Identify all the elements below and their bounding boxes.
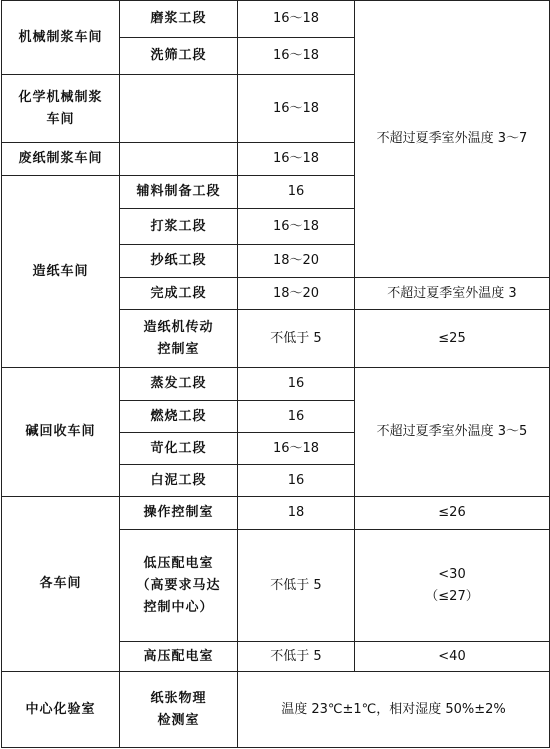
workshop-cell: 中心化验室 bbox=[2, 672, 120, 748]
section-cell: 低压配电室 （高要求马达 控制中心） bbox=[120, 530, 238, 642]
temperature-cell: 16 bbox=[238, 401, 355, 433]
section-cell: 抄纸工段 bbox=[120, 245, 238, 278]
section-cell: 操作控制室 bbox=[120, 497, 238, 530]
temperature-cell: 16～18 bbox=[238, 143, 355, 176]
merged-condition-cell: 温度 23℃±1℃，相对湿度 50%±2% bbox=[238, 672, 550, 748]
table-row bbox=[2, 1, 550, 38]
section-cell: 打浆工段 bbox=[120, 209, 238, 245]
section-cell: 白泥工段 bbox=[120, 465, 238, 497]
temperature-cell: 不低于 5 bbox=[238, 530, 355, 642]
temperature-cell: 16 bbox=[238, 368, 355, 401]
temperature-cell: 不低于 5 bbox=[238, 310, 355, 368]
limit-cell: 不超过夏季室外温度 3 bbox=[355, 278, 550, 310]
temperature-cell: 18～20 bbox=[238, 278, 355, 310]
temperature-cell: 16～18 bbox=[238, 1, 355, 38]
limit-cell: <40 bbox=[355, 642, 550, 672]
temperature-cell: 16～18 bbox=[238, 433, 355, 465]
limit-cell: 不超过夏季室外温度 3～7 bbox=[355, 1, 550, 278]
temperature-cell: 16 bbox=[238, 176, 355, 209]
section-cell: 蒸发工段 bbox=[120, 368, 238, 401]
temperature-cell: 不低于 5 bbox=[238, 642, 355, 672]
section-cell: 完成工段 bbox=[120, 278, 238, 310]
temperature-cell: 16 bbox=[238, 465, 355, 497]
temperature-cell: 16～18 bbox=[238, 75, 355, 143]
section-cell bbox=[120, 75, 238, 143]
workshop-cell: 碱回收车间 bbox=[2, 368, 120, 497]
section-cell: 造纸机传动 控制室 bbox=[120, 310, 238, 368]
table-row bbox=[2, 368, 550, 401]
temperature-cell: 18～20 bbox=[238, 245, 355, 278]
section-cell: 洗筛工段 bbox=[120, 38, 238, 75]
temperature-cell: 16～18 bbox=[238, 38, 355, 75]
limit-cell: 不超过夏季室外温度 3～5 bbox=[355, 368, 550, 497]
section-cell: 磨浆工段 bbox=[120, 1, 238, 38]
workshop-cell: 化学机械制浆 车间 bbox=[2, 75, 120, 143]
section-cell: 燃烧工段 bbox=[120, 401, 238, 433]
section-cell: 辅料制备工段 bbox=[120, 176, 238, 209]
workshop-cell: 造纸车间 bbox=[2, 176, 120, 368]
limit-cell: <30 （≤27） bbox=[355, 530, 550, 642]
section-cell: 高压配电室 bbox=[120, 642, 238, 672]
workshop-cell: 各车间 bbox=[2, 497, 120, 672]
section-cell: 苛化工段 bbox=[120, 433, 238, 465]
workshop-temperature-table bbox=[1, 0, 550, 748]
limit-cell: ≤26 bbox=[355, 497, 550, 530]
section-cell: 纸张物理 检测室 bbox=[120, 672, 238, 748]
workshop-cell: 废纸制浆车间 bbox=[2, 143, 120, 176]
table-row bbox=[2, 672, 550, 748]
temperature-cell: 16～18 bbox=[238, 209, 355, 245]
temperature-cell: 18 bbox=[238, 497, 355, 530]
limit-cell: ≤25 bbox=[355, 310, 550, 368]
section-cell bbox=[120, 143, 238, 176]
table-row bbox=[2, 497, 550, 530]
workshop-cell: 机械制浆车间 bbox=[2, 1, 120, 75]
